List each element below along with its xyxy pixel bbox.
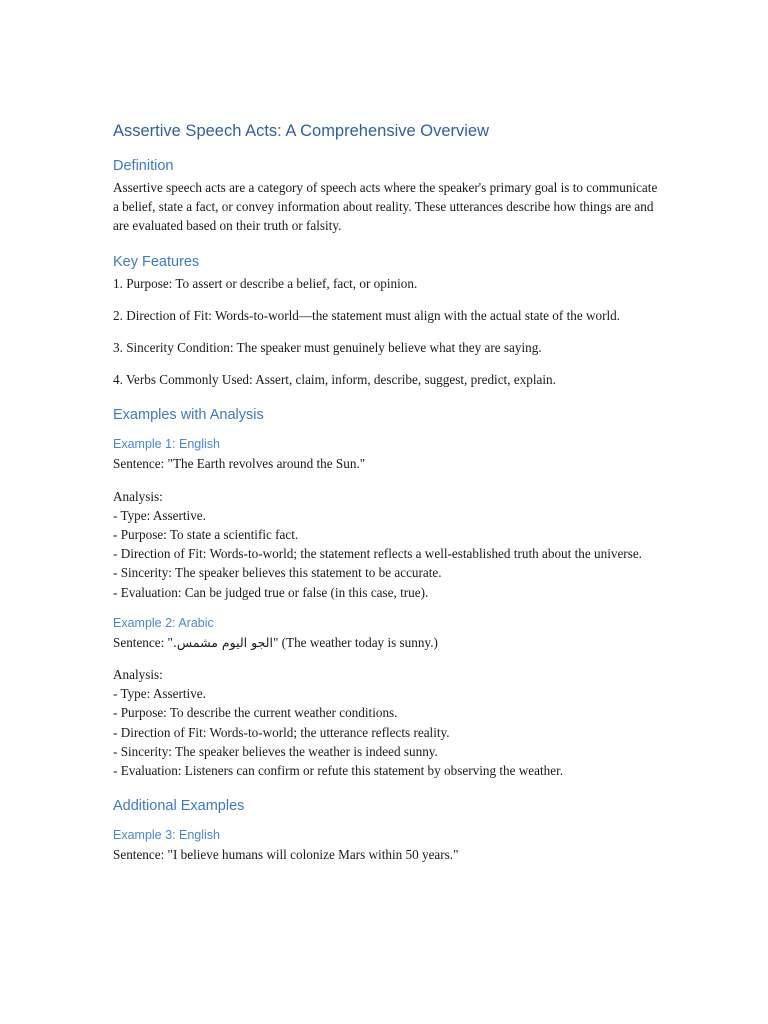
key-features-heading: Key Features — [113, 253, 200, 270]
example-1-analysis-line: - Evaluation: Can be judged true or false (in this case, true). — [113, 584, 429, 600]
definition-heading: Definition — [113, 158, 174, 174]
definition-text: Assertive speech acts are a category of speech acts where the speaker's primary goal is to communicate a belief, state a fact, or convey information about reality. These utterances describe how things are and are evaluated based on their truth or falsity. — [113, 180, 658, 234]
example-2-analysis-label: Analysis: — [113, 667, 163, 683]
document-content — [113, 122, 658, 864]
example-3-sentence: Sentence: "I believe humans will colonize Mars within 50 years." — [113, 847, 459, 863]
example-2-heading: Example 2: Arabic — [113, 615, 214, 630]
key-feature-item: 3. Sincerity Condition: The speaker must genuinely believe what they are saying. — [113, 340, 542, 356]
document-title: Assertive Speech Acts: A Comprehensive Overview — [113, 122, 490, 140]
example-2-analysis-line: - Sincerity: The speaker believes the weather is indeed sunny. — [113, 743, 438, 759]
example-2-analysis-line: - Purpose: To describe the current weather conditions. — [113, 705, 398, 721]
additional-examples-heading: Additional Examples — [113, 798, 245, 815]
key-feature-item: 1. Purpose: To assert or describe a belief, fact, or opinion. — [113, 275, 418, 291]
example-2-analysis-line: - Direction of Fit: Words-to-world; the utterance reflects reality. — [113, 724, 450, 740]
example-3-heading: Example 3: English — [113, 828, 221, 843]
example-1-analysis-line: - Purpose: To state a scientific fact. — [113, 527, 299, 543]
example-1-analysis-line: - Direction of Fit: Words-to-world; the statement reflects a well-established truth about the universe. — [113, 546, 642, 562]
example-1-heading: Example 1: English — [113, 437, 221, 452]
example-1-analysis-line: - Sincerity: The speaker believes this statement to be accurate. — [113, 565, 442, 581]
example-2-analysis-line: - Evaluation: Listeners can confirm or refute this statement by observing the weather. — [113, 763, 564, 779]
example-1-analysis-label: Analysis: — [113, 488, 163, 504]
example-2-analysis-line: - Type: Assertive. — [113, 686, 206, 702]
example-1-sentence: Sentence: "The Earth revolves around the Sun." — [113, 456, 366, 472]
example-1-analysis-line: - Type: Assertive. — [113, 507, 206, 523]
key-feature-item: 4. Verbs Commonly Used: Assert, claim, inform, describe, suggest, predict, explain. — [113, 372, 556, 388]
example-2-arabic-text: الجو اليوم مشمس. — [172, 634, 273, 650]
examples-heading: Examples with Analysis — [113, 407, 264, 424]
key-feature-item: 2. Direction of Fit: Words-to-world—the statement must align with the actual state of the world. — [113, 307, 621, 323]
example-2-sentence-suffix: " (The weather today is sunny.) — [272, 634, 438, 650]
example-2-sentence — [113, 633, 658, 652]
example-2-sentence-prefix: Sentence: " — [113, 634, 173, 650]
